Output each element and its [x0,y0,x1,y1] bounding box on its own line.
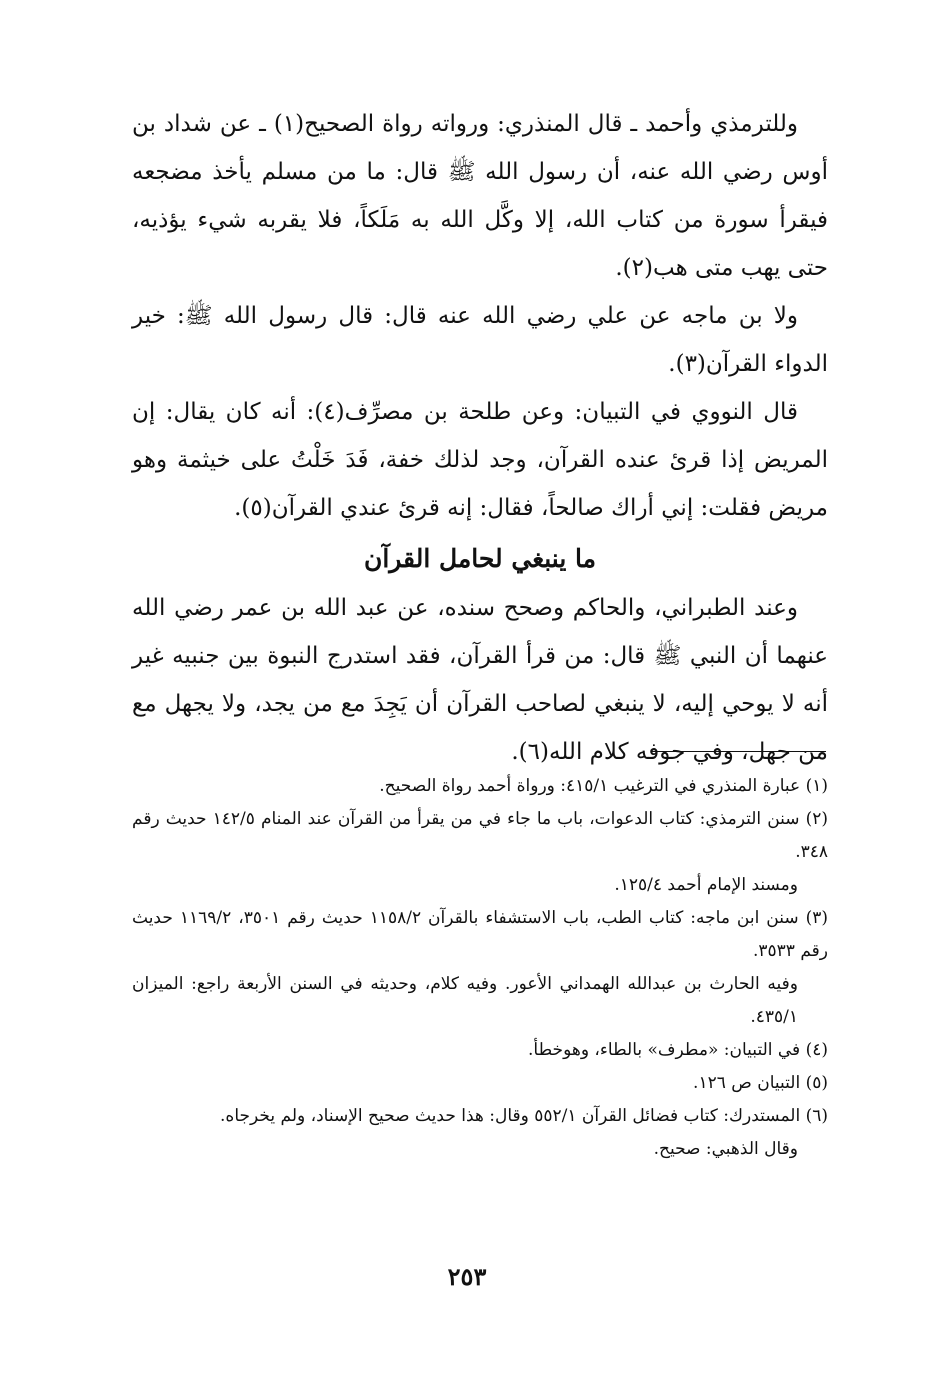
footnote-separator [652,751,826,752]
footnote-5: (٥) التبيان ص ١٢٦. [693,1073,828,1093]
footnote-1: (١) عبارة المنذري في الترغيب ٤١٥/١: ورواة أحمد رواة الصحيح. [379,776,828,796]
paragraph-tabarani-hadith: وعند الطبراني، والحاكم وصحح سنده، عن عبد الله بن عمر رضي الله عنهما أن النبي ﷺ قال: من قرأ القرآن، فقد استدرج النبوة بين جنبيه غير أنه لا يوحي إليه، لا ينبغي لصاحب القرآن أن يَجِدَ مع من يجد، ولا يجهل مع من جهل، وفي جوفه كلام الله(٦). [132,595,828,765]
footnote-4: (٤) في التبيان: «مطرف» بالطاء، وهوخطأ. [528,1040,828,1060]
footnote-6: (٦) المستدرك: كتاب فضائل القرآن ٥٥٢/١ وقال: هذا حديث صحيح الإسناد، ولم يخرجاه. [220,1106,828,1126]
paragraph-nawawi-quote: قال النووي في التبيان: وعن طلحة بن مصرِّف(٤): أنه كان يقال: إن المريض إذا قرئ عنده القرآن، وجد لذلك خفة، فَدَ خَلْتُ على خيثمة وهو مريض فقلت: إني أراك صالحاً، فقال: إنه قرئ عندي القرآن(٥). [132,399,828,521]
section-heading: ما ينبغي لحامل القرآن [363,544,597,573]
main-text [132,100,828,776]
footnote-2-continuation: ومسند الإمام أحمد ١٢٥/٤. [614,875,798,895]
footnotes [132,770,828,1166]
page-number: ٢٥٣ [447,1262,487,1291]
footnote-3: (٣) سنن ابن ماجه: كتاب الطب، باب الاستشفاء بالقرآن ١١٥٨/٢ حديث رقم ٣٥٠١، ١١٦٩/٢ حديث رقم ٣٥٣٣. [132,908,829,961]
paragraph-tirmidhi-hadith: وللترمذي وأحمد ـ قال المنذري: ورواته رواة الصحيح(١) ـ عن شداد بن أوس رضي الله عنه، أن رسول الله ﷺ قال: ما من مسلم يأخذ مضجعه فيقرأ سورة من كتاب الله، إلا وكَّل الله به مَلَكاً، فلا يقربه شيء يؤذيه، حتى يهب متى هب(٢). [132,111,828,281]
paragraph-ibn-majah-hadith: ولا بن ماجه عن علي رضي الله عنه قال: قال رسول الله ﷺ: خير الدواء القرآن(٣). [132,303,828,377]
footnote-3-continuation: وفيه الحارث بن عبدالله الهمداني الأعور. وفيه كلام، وحديثه في السنن الأربعة راجع: الميزان ٤٣٥/١. [132,974,798,1027]
footnote-6-continuation: وقال الذهبي: صحيح. [653,1139,798,1159]
footnote-2: (٢) سنن الترمذي: كتاب الدعوات، باب ما جاء في من يقرأ من القرآن عند المنام ١٤٢/٥ حديث رقم ٣٤٨. [132,809,828,862]
